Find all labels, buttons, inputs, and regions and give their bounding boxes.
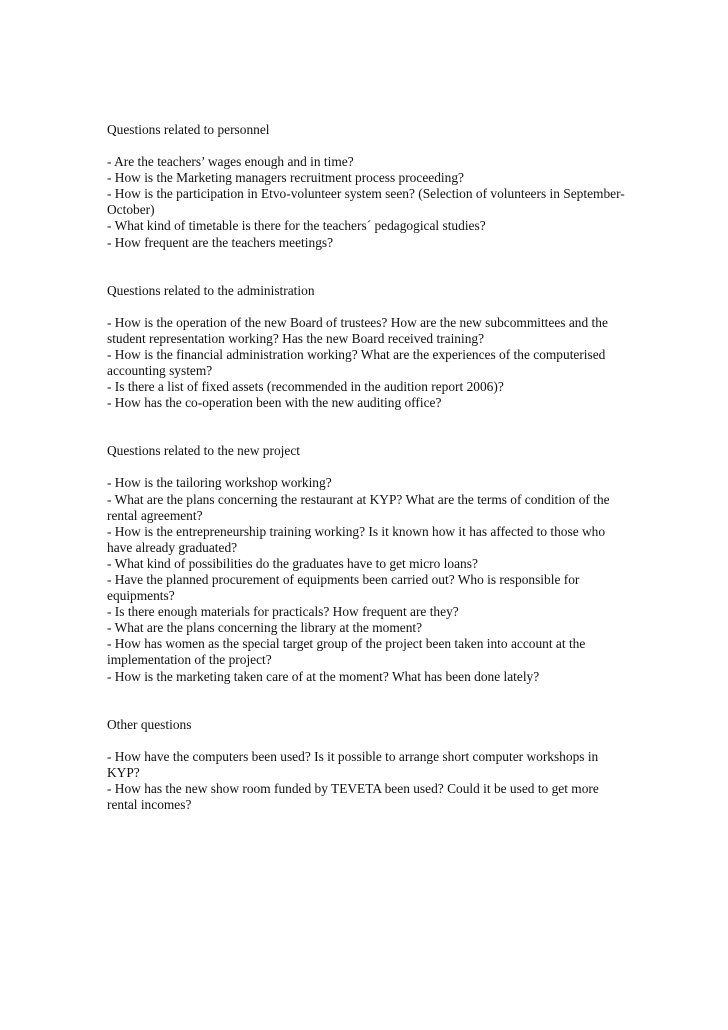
- question-item: - Is there enough materials for practicals? How frequent are they?: [107, 604, 459, 620]
- question-item: - How is the entrepreneurship training working? Is it known how it has affected to those who have already graduated?: [107, 523, 606, 555]
- section-administration: [107, 283, 627, 412]
- question-item: - Have the planned procurement of equipments been carried out? Who is responsible for equipments?: [107, 571, 580, 604]
- question-item: - What kind of timetable is there for the teachers´ pedagogical studies?: [107, 218, 486, 234]
- question-item: - How is the Marketing managers recruitment process proceeding?: [107, 170, 464, 186]
- question-item: - How is the operation of the new Board of trustees? How are the new subcommittees and the student representation working? Has the new Board received training?: [107, 314, 608, 346]
- question-item: - How is the financial administration working? What are the experiences of the computerised accounting system?: [107, 346, 606, 379]
- section-other: [107, 717, 627, 813]
- section-heading: Other questions: [107, 716, 192, 732]
- question-item: - How has the co-operation been with the new auditing office?: [107, 395, 442, 411]
- question-item: - Is there a list of fixed assets (recommended in the audition report 2006)?: [107, 379, 504, 395]
- section-heading: Questions related to the administration: [107, 282, 315, 298]
- question-item: - How is the marketing taken care of at the moment? What has been done lately?: [107, 668, 540, 684]
- document-body: [107, 122, 627, 813]
- question-item: - What are the plans concerning the restaurant at KYP? What are the terms of condition of the rental agreement?: [107, 491, 610, 523]
- question-item: - Are the teachers’ wages enough and in time?: [107, 154, 354, 170]
- question-item: - How is the tailoring workshop working?: [107, 475, 332, 491]
- question-item: - How have the computers been used? Is it possible to arrange short computer workshops in KYP?: [107, 748, 599, 780]
- question-item: - How has women as the special target group of the project been taken into account at the implementation of the project?: [107, 636, 586, 668]
- question-item: - What kind of possibilities do the graduates have to get micro loans?: [107, 555, 478, 571]
- section-personnel: [107, 122, 627, 251]
- question-item: - How has the new show room funded by TEVETA been used? Could it be used to get more rental incomes?: [107, 780, 599, 812]
- question-item: - What are the plans concerning the library at the moment?: [107, 620, 423, 636]
- section-heading: Questions related to the new project: [107, 443, 300, 459]
- question-item: - How is the participation in Etvo-volunteer system seen? (Selection of volunteers in September-October): [107, 186, 625, 218]
- section-heading: Questions related to personnel: [107, 122, 270, 137]
- section-new-project: [107, 443, 627, 684]
- question-item: - How frequent are the teachers meetings?: [107, 234, 334, 250]
